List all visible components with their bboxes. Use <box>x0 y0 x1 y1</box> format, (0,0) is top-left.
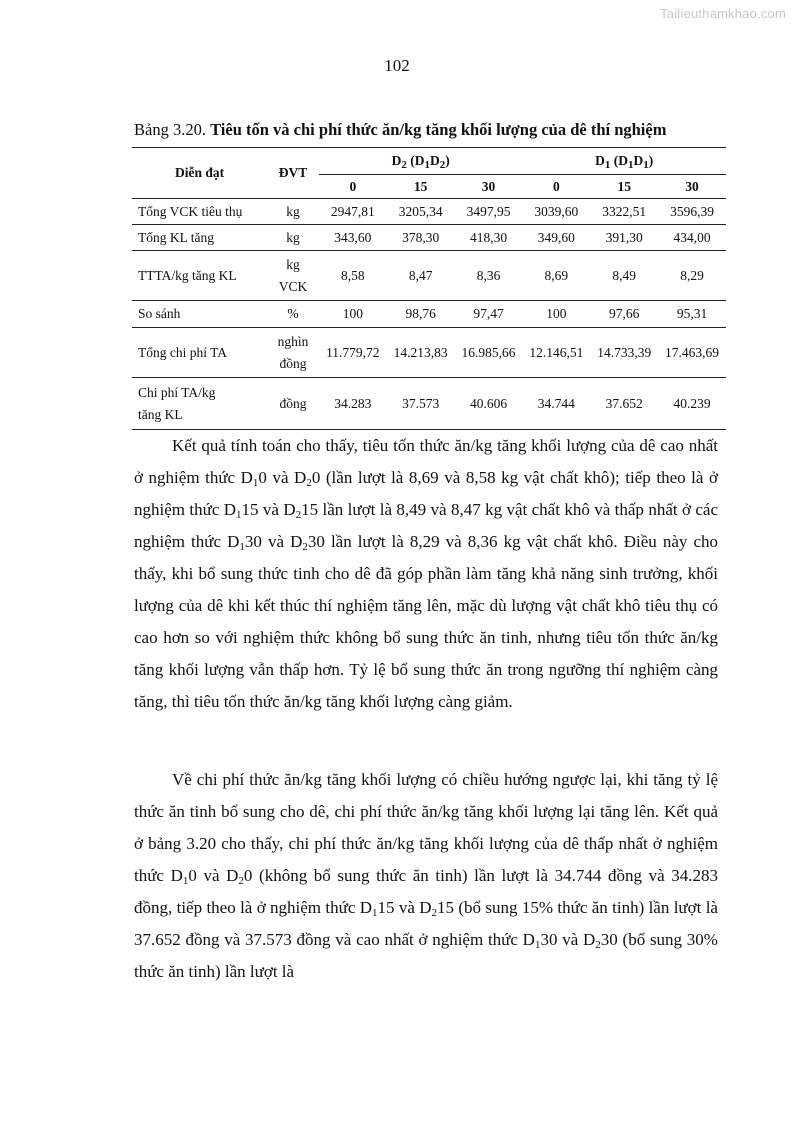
caption-title: Tiêu tốn và chi phí thức ăn/kg tăng khối lượng của dê thí nghiệm <box>210 120 667 139</box>
table-cell: 3497,95 <box>455 199 523 225</box>
caption-prefix: Bảng 3.20. <box>134 120 211 139</box>
table-header-row-1 <box>132 148 726 175</box>
table-cell: 12.146,51 <box>522 328 590 378</box>
table-row <box>132 199 726 225</box>
table-cell: 14.213,83 <box>387 328 455 378</box>
row-label: Tổng chi phí TA <box>132 328 267 378</box>
header-group-d2: $D_2$ $(D_1D_2)$ <box>319 148 523 175</box>
table-row <box>132 301 726 328</box>
table-cell: 100 <box>522 301 590 328</box>
watermark: Tailieuthamkhao.com <box>660 6 786 21</box>
data-table <box>132 147 726 430</box>
table-cell: 40.239 <box>658 378 726 430</box>
row-unit: kg VCK <box>267 251 319 301</box>
table-cell: 3596,39 <box>658 199 726 225</box>
page-number: 102 <box>384 56 410 75</box>
paragraph-1: Kết quả tính toán cho thấy, tiêu tốn thức ăn/kg tăng khối lượng của dê cao nhất ở nghiệm thức $D_10$ và $D_20$ (lần lượt là 8,69 và 8,58 kg vật chất khô); tiếp theo là ở nghiệm thức $D_115$ và $D_215$ lần lượt là 8,49 và 8,47 kg vật chất khô và thấp nhất ở các nghiệm thức $D_130$ và $D_230$ lần lượt là 8,29 và 8,36 kg vật chất khô. Điều này cho thấy, khi bổ sung thức tinh cho dê đã góp phần làm tăng khả năng sinh trưởng, khối lượng của dê khi kết thúc thí nghiệm tăng lên, mặc dù lượng vật chất khô tiêu thụ có cao hơn so với nghiệm thức không bổ sung thức ăn tinh, nhưng tiêu tốn thức ăn/kg tăng khối lượng vẫn thấp hơn. Tỷ lệ bổ sung thức ăn trong ngưỡng thí nghiệm càng tăng, thì tiêu tốn thức ăn/kg tăng khối lượng càng giảm. <box>134 436 718 711</box>
table-cell: 8,69 <box>522 251 590 301</box>
table-cell: 17.463,69 <box>658 328 726 378</box>
table-cell: 8,58 <box>319 251 387 301</box>
table-row <box>132 378 726 430</box>
header-group-d1: $D_1$ $(D_1D_1)$ <box>522 148 726 175</box>
table-cell: 434,00 <box>658 225 726 251</box>
table-row <box>132 225 726 251</box>
table-cell: 8,36 <box>455 251 523 301</box>
table-row <box>132 251 726 301</box>
table-cell: 3205,34 <box>387 199 455 225</box>
table-cell: 95,31 <box>658 301 726 328</box>
table-cell: 3039,60 <box>522 199 590 225</box>
table-cell: 97,47 <box>455 301 523 328</box>
table-cell: 8,49 <box>590 251 658 301</box>
paragraph-2: Về chi phí thức ăn/kg tăng khối lượng có chiều hướng ngược lại, khi tăng tỷ lệ thức ăn tinh bổ sung cho dê, chi phí thức ăn/kg tăng khối lượng lại tăng lên. Kết quả ở bảng 3.20 cho thấy, chi phí thức ăn/kg tăng khối lượng của dê thấp nhất ở nghiệm thức $D_10$ và $D_20$ (không bổ sung thức ăn tinh) lần lượt là 34.744 đồng và 34.283 đồng, tiếp theo là ở nghiệm thức $D_115$ và $D_215$ (bổ sung 15% thức ăn tinh) lần lượt là 37.652 đồng và 37.573 đồng và cao nhất ở nghiệm thức $D_130$ và $D_230$ (bổ sung 30% thức ăn tinh) lần lượt là <box>134 770 718 981</box>
table-cell: 3322,51 <box>590 199 658 225</box>
table-cell: 349,60 <box>522 225 590 251</box>
row-label: Chi phí TA/kg tăng KL <box>132 378 267 430</box>
header-level: 30 <box>658 175 726 199</box>
table-cell: 37.573 <box>387 378 455 430</box>
table-cell: 37.652 <box>590 378 658 430</box>
table-cell: 378,30 <box>387 225 455 251</box>
header-dvt: ĐVT <box>267 148 319 199</box>
row-unit: kg <box>267 199 319 225</box>
table-caption <box>134 120 734 140</box>
table-cell: 8,29 <box>658 251 726 301</box>
row-unit: đồng <box>267 378 319 430</box>
header-level: 30 <box>455 175 523 199</box>
header-level: 0 <box>522 175 590 199</box>
table-cell: 98,76 <box>387 301 455 328</box>
table-cell: 97,66 <box>590 301 658 328</box>
table-cell: 11.779,72 <box>319 328 387 378</box>
row-label: Tổng KL tăng <box>132 225 267 251</box>
table-cell: 100 <box>319 301 387 328</box>
table-cell: 343,60 <box>319 225 387 251</box>
header-dien-dat: Diễn đạt <box>132 148 267 199</box>
header-level: 15 <box>590 175 658 199</box>
row-label: So sánh <box>132 301 267 328</box>
table-cell: 40.606 <box>455 378 523 430</box>
header-level: 15 <box>387 175 455 199</box>
row-label: TTTA/kg tăng KL <box>132 251 267 301</box>
row-unit: kg <box>267 225 319 251</box>
table-cell: 8,47 <box>387 251 455 301</box>
table-cell: 34.283 <box>319 378 387 430</box>
table-cell: 2947,81 <box>319 199 387 225</box>
table-cell: 418,30 <box>455 225 523 251</box>
row-unit: nghìn đồng <box>267 328 319 378</box>
row-label: Tổng VCK tiêu thụ <box>132 199 267 225</box>
table-cell: 14.733,39 <box>590 328 658 378</box>
table-row <box>132 328 726 378</box>
table-cell: 34.744 <box>522 378 590 430</box>
table-cell: 16.985,66 <box>455 328 523 378</box>
table-cell: 391,30 <box>590 225 658 251</box>
header-level: 0 <box>319 175 387 199</box>
row-unit: % <box>267 301 319 328</box>
